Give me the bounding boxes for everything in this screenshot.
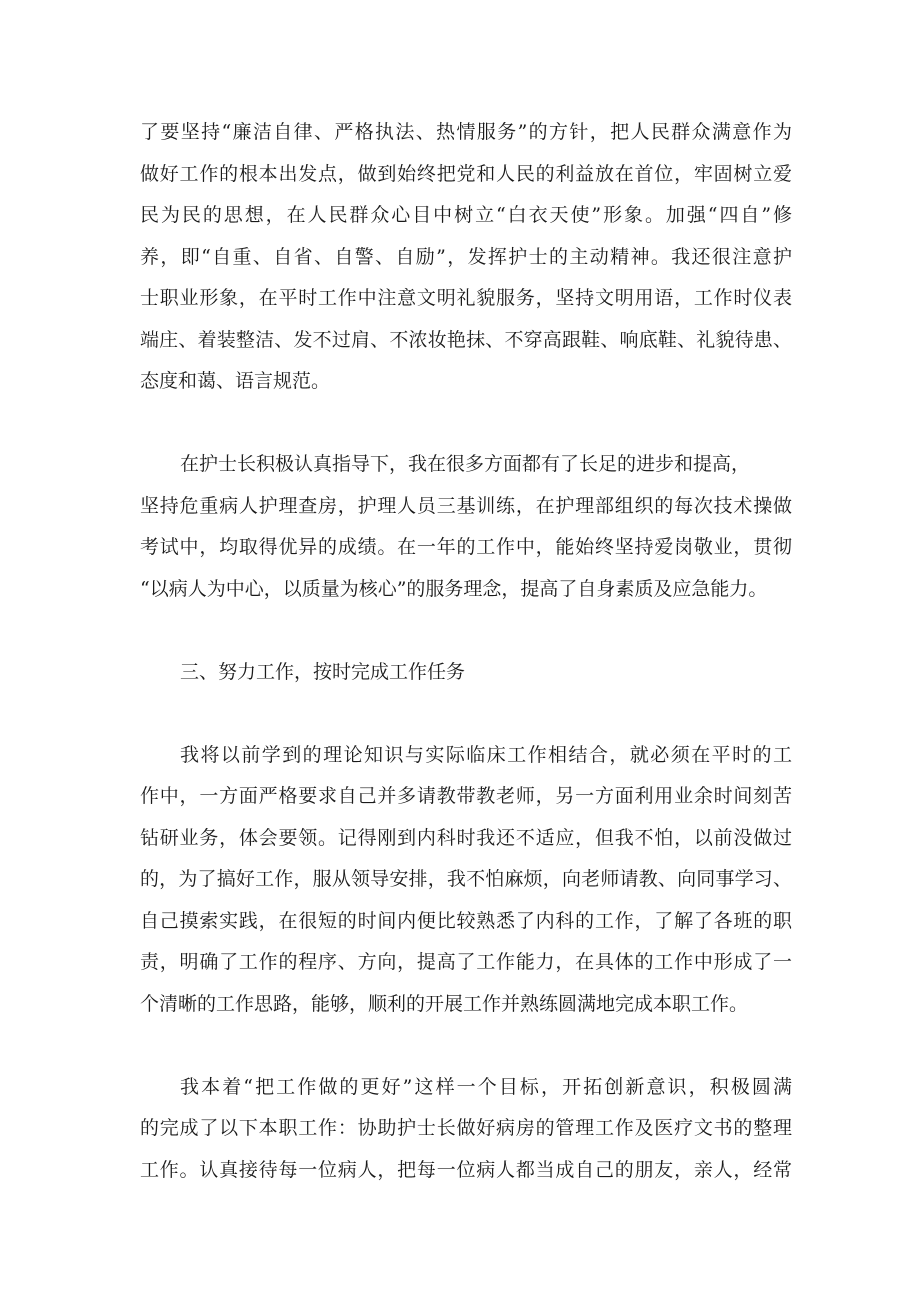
paragraph-3 — [140, 735, 792, 1026]
paragraph-spacer — [140, 610, 792, 652]
document-body — [140, 112, 792, 1191]
text-line: 了要坚持“廉洁自律、严格执法、热情服务”的方针，把人民群众满意作为 — [140, 121, 792, 143]
text-line: “以病人为中心，以质量为核心”的服务理念，提高了自身素质及应急能力。 — [140, 577, 768, 600]
paragraph-spacer — [140, 403, 792, 445]
paragraph-2 — [140, 444, 792, 610]
text-line: 态度和蔼、语言规范。 — [140, 370, 331, 392]
text-line: 做好工作的根本出发点，做到始终把党和人民的利益放在首位，牢固树立爱 — [140, 162, 792, 185]
text-line: 考试中，均取得优异的成绩。在一年的工作中，能始终坚持爱岗敬业，贯彻 — [140, 536, 792, 558]
text-line: 钻研业务，体会要领。记得刚到内科时我还不适应，但我不怕，以前没做过 — [140, 826, 792, 849]
text-line: 端庄、着装整洁、发不过肩、不浓妆艳抹、不穿高跟鞋、响底鞋、礼貌待患、 — [140, 328, 792, 351]
paragraph-1 — [140, 112, 792, 403]
text-line: 个清晰的工作思路，能够，顺利的开展工作并熟练圆满地完成本职工作。 — [140, 992, 749, 1015]
text-line: 工作。认真接待每一位病人，把每一位病人都当成自己的朋友，亲人，经常 — [140, 1158, 792, 1181]
text-line: 的，为了搞好工作，服从领导安排，我不怕麻烦，向老师请教、向同事学习、 — [140, 868, 792, 890]
paragraph-spacer — [140, 1025, 792, 1067]
paragraph-spacer — [140, 693, 792, 735]
text-line: 民为民的思想，在人民群众心目中树立“白衣天使”形象。加强“四自”修 — [140, 204, 792, 226]
text-line: 在护士长积极认真指导下，我在很多方面都有了长足的进步和提高， — [180, 453, 751, 475]
heading-line: 三、努力工作，按时完成工作任务 — [180, 660, 466, 683]
text-line: 责，明确了工作的程序、方向，提高了工作能力，在具体的工作中形成了一 — [140, 951, 792, 973]
section-heading — [140, 652, 792, 694]
text-line: 自己摸索实践，在很短的时间内便比较熟悉了内科的工作，了解了各班的职 — [140, 909, 792, 932]
text-line: 作中，一方面严格要求自己并多请教带教老师，另一方面利用业余时间刻苦 — [140, 785, 792, 807]
text-line: 养，即“自重、自省、自警、自励”，发挥护士的主动精神。我还很注意护 — [140, 245, 792, 268]
text-line: 我本着“把工作做的更好”这样一个目标，开拓创新意识，积极圆满 — [180, 1075, 792, 1098]
text-line: 的完成了以下本职工作：协助护士长做好病房的管理工作及医疗文书的整理 — [140, 1117, 792, 1139]
text-line: 我将以前学到的理论知识与实际临床工作相结合，就必须在平时的工 — [180, 743, 792, 766]
paragraph-4 — [140, 1067, 792, 1192]
text-line: 士职业形象，在平时工作中注意文明礼貌服务，坚持文明用语，工作时仪表 — [140, 287, 792, 309]
text-line: 坚持危重病人护理查房，护理人员三基训练，在护理部组织的每次技术操做 — [140, 494, 792, 517]
